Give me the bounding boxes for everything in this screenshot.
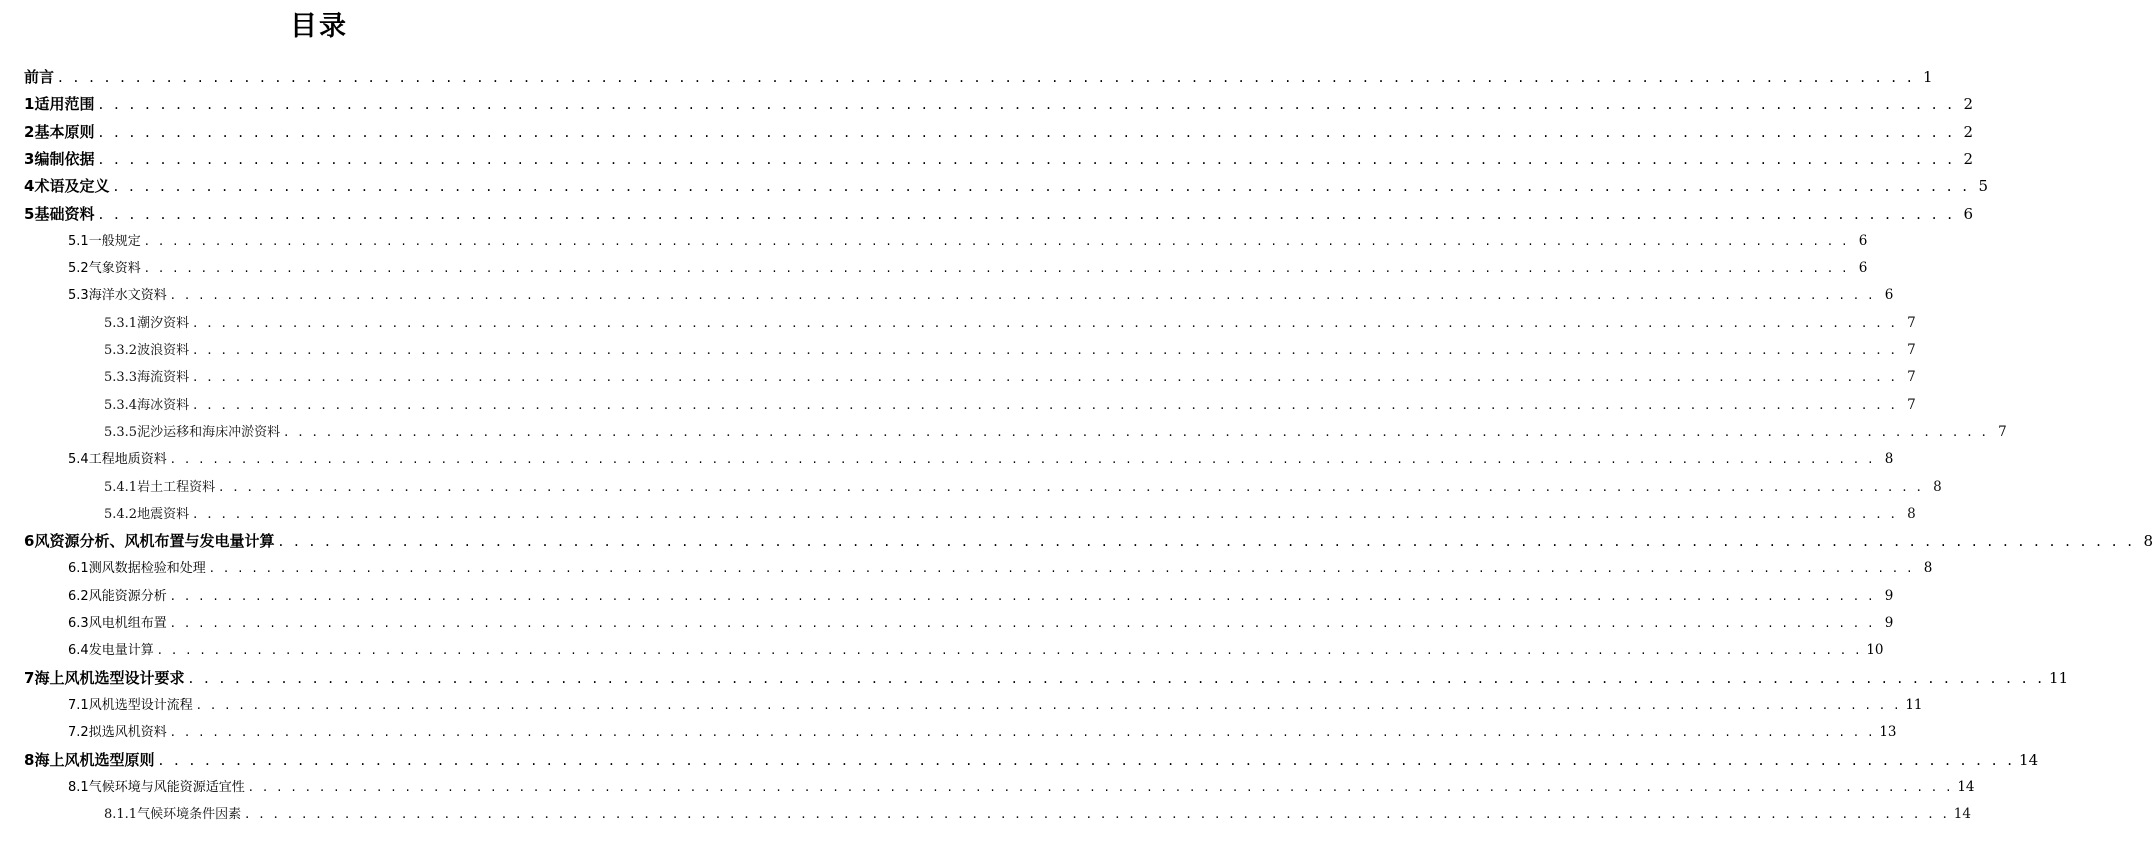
toc-entry-page: 2 xyxy=(1963,149,1974,168)
toc-entry-number: 4 xyxy=(24,177,35,196)
toc-entry[interactable] xyxy=(24,148,1974,170)
toc-entry-page: 2 xyxy=(1963,95,1974,114)
toc-entry-number: 5 xyxy=(24,204,35,223)
dot-leader: . . . . . . . . . . . . . . . . . . . . . . . . . . . . . . . . . . . . . . . . . . . . . . . . . . . . . . . . . . . . . . . . . . . . . . . . . . . . . . . . . . . . . . . . . . . . . . . . . . . . . . . . . . . . . . . . . . . . . . . . xyxy=(170,288,1876,304)
dot-leader: . . . . . . . . . . . . . . . . . . . . . . . . . . . . . . . . . . . . . . . . . . . . . . . . . . . . . . . . . . . . . . . . . . . . . . . . . . . . . . . . . . . . . . . . . . . . . . . . . . . . . . . . . . . . . . . . . . . . . . . . xyxy=(157,643,1863,659)
toc-entry-number: 6.2 xyxy=(68,588,89,604)
toc-entry-title: 泥沙运移和海床冲淤资料 xyxy=(137,424,281,440)
toc-entry[interactable] xyxy=(24,66,1933,88)
page-title: 目录 xyxy=(290,11,348,42)
toc-entry-page: 6 xyxy=(1858,260,1868,277)
toc-entry[interactable] xyxy=(104,394,1916,416)
dot-leader: . . . . . . . . . . . . . . . . . . . . . . . . . . . . . . . . . . . . . . . . . . . . . . . . . . . . . . . . . . . . . . . . . . . . . . . . . . . . . . . . . . . . . . . . . . . . . . . . . . . . . . . . . . . . . . . . . . . . . . . . xyxy=(170,616,1876,631)
toc-entry-title: 工程地质资料 xyxy=(88,452,167,468)
toc-entry-title: 海洋水文资料 xyxy=(88,288,167,304)
toc-entry-number: 8.1 xyxy=(68,779,89,795)
toc-entry[interactable] xyxy=(68,257,1868,279)
toc-entry-number: 5.3.2 xyxy=(104,343,138,358)
toc-entry[interactable] xyxy=(68,284,1894,306)
dot-leader: . . . . . . . . . . . . . . . . . . . . . . . . . . . . . . . . . . . . . . . . . . . . . . . . . . . . . . . . . . . . . . . . . . . . . . . . . . . . . . . . . . . . . . . . . . . . . . . . . . . . . . . . . . . . . . . . . . . . . . . . xyxy=(98,95,1956,114)
dot-leader: . . . . . . . . . . . . . . . . . . . . . . . . . . . . . . . . . . . . . . . . . . . . . . . . . . . . . . . . . . . . . . . . . . . . . . . . . . . . . . . . . . . . . . . . . . . . . . . . . . . . . . . . . . . . . . . . . . . . . . . . xyxy=(278,532,2136,551)
toc-entry[interactable] xyxy=(68,721,1897,743)
dot-leader: . . . . . . . . . . . . . . . . . . . . . . . . . . . . . . . . . . . . . . . . . . . . . . . . . . . . . . . . . . . . . . . . . . . . . . . . . . . . . . . . . . . . . . . . . . . . . . . . . . . . . . . . . . . . . . . . . . . . . . . . xyxy=(144,233,1850,249)
toc-entry-page: 5 xyxy=(1978,177,1989,196)
toc-entry-number: 6.3 xyxy=(68,616,89,631)
toc-entry-page: 7 xyxy=(1907,342,1916,358)
toc-entry-page: 6 xyxy=(1858,232,1868,249)
toc-entry-number: 5.3 xyxy=(68,288,89,304)
toc-entry-number: 5.3.5 xyxy=(104,424,138,440)
toc-entry-title: 风能资源分析 xyxy=(88,588,167,604)
toc-entry-title: 一般规定 xyxy=(88,233,141,249)
toc-entry-title: 海上风机选型设计要求 xyxy=(34,668,185,687)
toc-entry-number: 7.2 xyxy=(68,725,89,741)
toc-entry-number: 6.4 xyxy=(68,643,89,659)
toc-entry-number: 5.3.3 xyxy=(104,370,138,386)
dot-leader: . . . . . . . . . . . . . . . . . . . . . . . . . . . . . . . . . . . . . . . . . . . . . . . . . . . . . . . . . . . . . . . . . . . . . . . . . . . . . . . . . . . . . . . . . . . . . . . . . . . . . . . . . . . . . . . . . . . . . . . . xyxy=(144,261,1850,277)
dot-leader: . . . . . . . . . . . . . . . . . . . . . . . . . . . . . . . . . . . . . . . . . . . . . . . . . . . . . . . . . . . . . . . . . . . . . . . . . . . . . . . . . . . . . . . . . . . . . . . . . . . . . . . . . . . . . . . . . . . . . . . . xyxy=(58,68,1915,86)
dot-leader: . . . . . . . . . . . . . . . . . . . . . . . . . . . . . . . . . . . . . . . . . . . . . . . . . . . . . . . . . . . . . . . . . . . . . . . . . . . . . . . . . . . . . . . . . . . . . . . . . . . . . . . . . . . . . . . . . . . . . . . . xyxy=(98,149,1956,168)
toc-entry-number: 8.1.1 xyxy=(104,807,138,823)
toc-entry-title: 海冰资料 xyxy=(137,397,190,413)
toc-entry[interactable] xyxy=(68,230,1868,252)
toc-entry-title: 术语及定义 xyxy=(34,177,110,196)
dot-leader: . . . . . . . . . . . . . . . . . . . . . . . . . . . . . . . . . . . . . . . . . . . . . . . . . . . . . . . . . . . . . . . . . . . . . . . . . . . . . . . . . . . . . . . . . . . . . . . . . . . . . . . . . . . . . . . . . . . . . . . . xyxy=(193,343,1898,358)
toc-entry-title: 风资源分析、风机布置与发电量计算 xyxy=(34,532,275,551)
toc-entry[interactable] xyxy=(68,612,1894,634)
toc-entry-page: 14 xyxy=(1957,778,1975,795)
toc-entry-title: 气象资料 xyxy=(88,261,141,277)
toc-entry[interactable] xyxy=(104,312,1916,334)
dot-leader: . . . . . . . . . . . . . . . . . . . . . . . . . . . . . . . . . . . . . . . . . . . . . . . . . . . . . . . . . . . . . . . . . . . . . . . . . . . . . . . . . . . . . . . . . . . . . . . . . . . . . . . . . . . . . . . . . . . . . . . . xyxy=(219,479,1924,495)
toc-entry[interactable] xyxy=(68,639,1884,661)
toc-entry[interactable] xyxy=(104,421,2007,443)
dot-leader: . . . . . . . . . . . . . . . . . . . . . . . . . . . . . . . . . . . . . . . . . . . . . . . . . . . . . . . . . . . . . . . . . . . . . . . . . . . . . . . . . . . . . . . . . . . . . . . . . . . . . . . . . . . . . . . . . . . . . . . . xyxy=(196,697,1902,713)
dot-leader: . . . . . . . . . . . . . . . . . . . . . . . . . . . . . . . . . . . . . . . . . . . . . . . . . . . . . . . . . . . . . . . . . . . . . . . . . . . . . . . . . . . . . . . . . . . . . . . . . . . . . . . . . . . . . . . . . . . . . . . . xyxy=(158,750,2016,769)
toc-entry-number: 7.1 xyxy=(68,697,89,713)
toc-entry-page: 6 xyxy=(1963,204,1974,223)
toc-entry-title: 波浪资料 xyxy=(137,343,190,358)
toc-entry[interactable] xyxy=(68,694,1923,716)
toc-entry-title: 拟选风机资料 xyxy=(88,725,167,741)
toc-entry-title: 气候环境条件因素 xyxy=(137,807,242,823)
toc-entry-number: 5.2 xyxy=(68,261,89,277)
toc-entry[interactable] xyxy=(24,93,1974,115)
toc-entry-title: 风电机组布置 xyxy=(88,616,167,631)
toc-entry-page: 8 xyxy=(1884,451,1894,468)
toc-entry-page: 1 xyxy=(1923,68,1933,86)
toc-entry-title: 基本原则 xyxy=(34,122,95,141)
toc-entry[interactable] xyxy=(24,667,2069,689)
toc-entry-title: 基础资料 xyxy=(34,204,95,223)
toc-entry-title: 发电量计算 xyxy=(88,643,154,659)
toc-entry[interactable] xyxy=(24,749,2039,771)
toc-entry-page: 7 xyxy=(1907,314,1916,331)
toc-entry-number: 5.3.4 xyxy=(104,397,138,413)
toc-entry[interactable] xyxy=(68,557,1933,579)
toc-entry[interactable] xyxy=(24,175,1989,197)
toc-entry-page: 8 xyxy=(1907,505,1916,522)
toc-entry[interactable] xyxy=(104,803,1971,825)
toc-entry[interactable] xyxy=(68,776,1975,798)
toc-entry-page: 14 xyxy=(1953,806,1971,823)
toc-entry-title: 岩土工程资料 xyxy=(137,479,216,495)
toc-entry-number: 5.4.2 xyxy=(104,506,138,522)
dot-leader: . . . . . . . . . . . . . . . . . . . . . . . . . . . . . . . . . . . . . . . . . . . . . . . . . . . . . . . . . . . . . . . . . . . . . . . . . . . . . . . . . . . . . . . . . . . . . . . . . . . . . . . . . . . . . . . . . . . . . . . . xyxy=(170,588,1876,604)
toc-entry-page: 6 xyxy=(1884,287,1894,304)
dot-leader: . . . . . . . . . . . . . . . . . . . . . . . . . . . . . . . . . . . . . . . . . . . . . . . . . . . . . . . . . . . . . . . . . . . . . . . . . . . . . . . . . . . . . . . . . . . . . . . . . . . . . . . . . . . . . . . . . . . . . . . . xyxy=(98,122,1956,141)
toc-entry-page: 13 xyxy=(1879,724,1897,741)
toc-entry-number: 5.3.1 xyxy=(104,315,138,331)
toc-entry-title: 地震资料 xyxy=(137,506,190,522)
dot-leader: . . . . . . . . . . . . . . . . . . . . . . . . . . . . . . . . . . . . . . . . . . . . . . . . . . . . . . . . . . . . . . . . . . . . . . . . . . . . . . . . . . . . . . . . . . . . . . . . . . . . . . . . . . . . . . . . . . . . . . . . xyxy=(248,779,1954,795)
toc-entry[interactable] xyxy=(68,448,1894,470)
toc-entry-page: 7 xyxy=(1907,396,1916,413)
toc-entry-page: 8 xyxy=(1933,478,1942,495)
dot-leader: . . . . . . . . . . . . . . . . . . . . . . . . . . . . . . . . . . . . . . . . . . . . . . . . . . . . . . . . . . . . . . . . . . . . . . . . . . . . . . . . . . . . . . . . . . . . . . . . . . . . . . . . . . . . . . . . . . . . . . . . xyxy=(193,370,1898,386)
toc-entry-title: 适用范围 xyxy=(34,95,95,114)
dot-leader: . . . . . . . . . . . . . . . . . . . . . . . . . . . . . . . . . . . . . . . . . . . . . . . . . . . . . . . . . . . . . . . . . . . . . . . . . . . . . . . . . . . . . . . . . . . . . . . . . . . . . . . . . . . . . . . . . . . . . . . . xyxy=(98,204,1956,223)
toc-entry-title: 潮汐资料 xyxy=(137,315,190,331)
toc-entry-number: 6.1 xyxy=(68,561,89,577)
toc-entry-title: 编制依据 xyxy=(34,149,95,168)
toc-entry-number: 3 xyxy=(24,149,35,168)
toc-entry[interactable] xyxy=(104,366,1916,388)
dot-leader: . . . . . . . . . . . . . . . . . . . . . . . . . . . . . . . . . . . . . . . . . . . . . . . . . . . . . . . . . . . . . . . . . . . . . . . . . . . . . . . . . . . . . . . . . . . . . . . . . . . . . . . . . . . . . . . . . . . . . . . . xyxy=(193,315,1898,331)
toc-entry-page: 11 xyxy=(2049,668,2069,687)
toc-entry-number: 6 xyxy=(24,532,35,551)
toc-entry[interactable] xyxy=(24,203,1974,225)
toc-entry-number: 5.1 xyxy=(68,233,89,249)
toc-entry[interactable] xyxy=(104,476,1942,498)
toc-entry-number: 7 xyxy=(24,668,35,687)
toc-entry-title: 气候环境与风能资源适宜性 xyxy=(88,779,245,795)
toc-entry-title: 海流资料 xyxy=(137,370,190,386)
dot-leader: . . . . . . . . . . . . . . . . . . . . . . . . . . . . . . . . . . . . . . . . . . . . . . . . . . . . . . . . . . . . . . . . . . . . . . . . . . . . . . . . . . . . . . . . . . . . . . . . . . . . . . . . . . . . . . . . . . . . . . . . xyxy=(193,397,1898,413)
dot-leader: . . . . . . . . . . . . . . . . . . . . . . . . . . . . . . . . . . . . . . . . . . . . . . . . . . . . . . . . . . . . . . . . . . . . . . . . . . . . . . . . . . . . . . . . . . . . . . . . . . . . . . . . . . . . . . . . . . . . . . . . xyxy=(113,177,1971,196)
dot-leader: . . . . . . . . . . . . . . . . . . . . . . . . . . . . . . . . . . . . . . . . . . . . . . . . . . . . . . . . . . . . . . . . . . . . . . . . . . . . . . . . . . . . . . . . . . . . . . . . . . . . . . . . . . . . . . . . . . . . . . . . xyxy=(209,561,1915,577)
toc-entry[interactable] xyxy=(24,121,1974,143)
dot-leader: . . . . . . . . . . . . . . . . . . . . . . . . . . . . . . . . . . . . . . . . . . . . . . . . . . . . . . . . . . . . . . . . . . . . . . . . . . . . . . . . . . . . . . . . . . . . . . . . . . . . . . . . . . . . . . . . . . . . . . . . xyxy=(170,452,1876,468)
toc-entry-page: 7 xyxy=(1907,369,1916,386)
toc-entry[interactable] xyxy=(68,585,1894,607)
toc-entry-page: 9 xyxy=(1884,615,1894,631)
toc-entry[interactable] xyxy=(104,503,1916,525)
toc-entry-number: 8 xyxy=(24,750,35,769)
toc-entry-number: 2 xyxy=(24,122,35,141)
toc-entry-page: 10 xyxy=(1866,642,1884,659)
dot-leader: . . . . . . . . . . . . . . . . . . . . . . . . . . . . . . . . . . . . . . . . . . . . . . . . . . . . . . . . . . . . . . . . . . . . . . . . . . . . . . . . . . . . . . . . . . . . . . . . . . . . . . . . . . . . . . . . . . . . . . . . xyxy=(188,668,2046,687)
dot-leader: . . . . . . . . . . . . . . . . . . . . . . . . . . . . . . . . . . . . . . . . . . . . . . . . . . . . . . . . . . . . . . . . . . . . . . . . . . . . . . . . . . . . . . . . . . . . . . . . . . . . . . . . . . . . . . . . . . . . . . . . xyxy=(170,725,1876,741)
toc-entry-page: 14 xyxy=(2019,750,2039,769)
toc-entry-page: 8 xyxy=(2143,532,2153,551)
toc-entry[interactable] xyxy=(24,530,2153,552)
toc-entry-page: 2 xyxy=(1963,122,1974,141)
toc-entry-title: 测风数据检验和处理 xyxy=(88,561,206,577)
dot-leader: . . . . . . . . . . . . . . . . . . . . . . . . . . . . . . . . . . . . . . . . . . . . . . . . . . . . . . . . . . . . . . . . . . . . . . . . . . . . . . . . . . . . . . . . . . . . . . . . . . . . . . . . . . . . . . . . . . . . . . . . xyxy=(193,506,1898,522)
dot-leader: . . . . . . . . . . . . . . . . . . . . . . . . . . . . . . . . . . . . . . . . . . . . . . . . . . . . . . . . . . . . . . . . . . . . . . . . . . . . . . . . . . . . . . . . . . . . . . . . . . . . . . . . . . . . . . . . . . . . . . . . xyxy=(245,807,1950,823)
toc-entry-number: 1 xyxy=(24,95,35,114)
toc-entry-title: 风机选型设计流程 xyxy=(88,697,193,713)
toc-entry-page: 11 xyxy=(1905,696,1923,713)
toc-entry-number: 5.4.1 xyxy=(104,479,138,495)
toc-entry-page: 7 xyxy=(1998,423,2007,440)
toc-entry-title: 前言 xyxy=(24,68,55,86)
toc-entry[interactable] xyxy=(104,339,1916,361)
toc-entry-page: 8 xyxy=(1923,560,1933,577)
dot-leader: . . . . . . . . . . . . . . . . . . . . . . . . . . . . . . . . . . . . . . . . . . . . . . . . . . . . . . . . . . . . . . . . . . . . . . . . . . . . . . . . . . . . . . . . . . . . . . . . . . . . . . . . . . . . . . . . . . . . . . . . xyxy=(284,424,1989,440)
toc-entry-number: 5.4 xyxy=(68,452,89,468)
toc-entry-page: 9 xyxy=(1884,587,1894,604)
toc-entry-title: 海上风机选型原则 xyxy=(34,750,155,769)
